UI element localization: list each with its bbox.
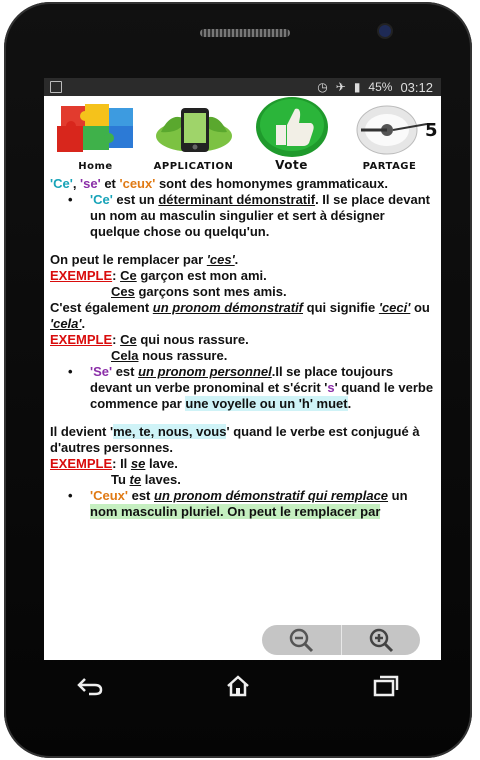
text: laves. (141, 472, 181, 487)
word-cela: Cela (111, 348, 139, 363)
bullet-ceux-text (90, 488, 435, 520)
example-3 (50, 456, 435, 472)
text: garçon est mon ami. (136, 268, 267, 283)
text: nous rassure. (138, 348, 228, 363)
top-toolbar (44, 96, 441, 172)
text: est (112, 364, 139, 379)
intro-rest: sont des homonymes grammaticaux. (155, 176, 388, 191)
word-ceci: 'ceci' (378, 300, 411, 315)
text: qui signifie (303, 300, 379, 315)
text: est (127, 488, 154, 503)
bullet-dot: • (68, 364, 73, 379)
image-notification-icon (50, 81, 62, 93)
word-ces: 'ces' (206, 252, 235, 267)
text: Tu (111, 472, 130, 487)
text: ou (410, 300, 430, 315)
word-ceux: 'ceux' (119, 176, 156, 191)
intro-paragraph (50, 176, 435, 192)
text: . (347, 396, 352, 411)
zoom-in-button[interactable] (342, 625, 421, 655)
text: .Il se place toujours devant un verbe pronominal et s'écrit ' (90, 364, 394, 395)
home-label: Home (78, 161, 113, 172)
word-ce: Ce (120, 332, 137, 347)
text: qui nous rassure. (136, 332, 249, 347)
front-camera (379, 25, 391, 37)
term-pronom-demonstratif: un pronom démonstratif (152, 300, 304, 315)
partage-button[interactable] (342, 102, 437, 172)
word-ces: Ces (111, 284, 135, 299)
text: un (388, 488, 408, 503)
text: : (112, 332, 121, 347)
phone-icon (149, 102, 239, 160)
replace-paragraph (50, 252, 435, 268)
svg-text:5: 5 (424, 120, 438, 141)
word-te: te (129, 472, 142, 487)
term-determinant: déterminant démonstratif (158, 192, 316, 207)
highlight-nom: nom masculin pluriel. On peut le remplacer par (90, 504, 381, 519)
pronom-paragraph (50, 300, 435, 332)
bullet-se-text (90, 364, 435, 412)
example-2 (50, 332, 435, 348)
partage-label: PARTAGE (362, 161, 417, 172)
puzzle-icon (51, 102, 141, 160)
thumbs-up-icon (247, 99, 337, 157)
text: . Il se place devant un nom au masculin singulier et sert à désigner quelque chose ou quelqu'un. (90, 192, 430, 239)
term-pronom-demonstratif: un pronom démonstratif qui remplace (154, 488, 389, 503)
screen (44, 78, 441, 660)
bullet-se (50, 364, 435, 412)
recents-button[interactable] (366, 666, 406, 706)
word-ce: Ce (120, 268, 137, 283)
home-nav-button[interactable] (218, 666, 258, 706)
text: . (81, 316, 86, 331)
term-pronom-personnel: un pronom personnel (138, 364, 272, 379)
vote-label: Vote (275, 158, 308, 172)
speaker-grille (200, 29, 290, 37)
alarm-icon: ◷ (317, 80, 328, 94)
text: On peut le remplacer par (50, 252, 207, 267)
vote-button[interactable] (244, 99, 339, 172)
example-1b (50, 284, 435, 300)
text: garçons sont mes amis. (134, 284, 287, 299)
application-button[interactable] (146, 102, 241, 172)
bullet-dot: • (68, 192, 73, 207)
home-button[interactable] (48, 102, 143, 172)
back-button[interactable] (70, 666, 110, 706)
devient-paragraph (50, 424, 435, 456)
text: Il devient ' (50, 424, 114, 439)
zoom-out-icon (288, 627, 314, 653)
text: C'est également (50, 300, 153, 315)
intro-et: et (100, 176, 120, 191)
text: : (112, 268, 121, 283)
share-icon (345, 102, 438, 160)
battery-level: 45% (368, 80, 393, 94)
text: ' quand le verbe est conjugué à d'autres personnes. (50, 424, 420, 455)
example-3b (50, 472, 435, 488)
highlight-pronoms: me, te, nous, vous (113, 424, 227, 439)
text: : Il (112, 456, 131, 471)
bullet-ceux (50, 488, 435, 520)
zoom-in-icon (368, 627, 394, 653)
application-label: APPLICATION (153, 161, 234, 172)
example-label: EXEMPLE (50, 268, 113, 283)
word-ceux: 'Ceux' (90, 488, 128, 503)
word-cela: 'cela' (50, 316, 82, 331)
letter-s: s (327, 380, 335, 395)
home-icon (226, 675, 250, 697)
text: est un (112, 192, 159, 207)
word-ce: 'Ce' (90, 192, 113, 207)
text: lave. (145, 456, 178, 471)
bullet-ce (50, 192, 435, 240)
bullet-ce-text (90, 192, 435, 240)
bullet-dot: • (68, 488, 73, 503)
back-icon (77, 676, 103, 696)
word-se: se (130, 456, 146, 471)
zoom-controls (262, 625, 420, 655)
recents-icon (373, 675, 399, 697)
zoom-out-button[interactable] (262, 625, 341, 655)
battery-icon: ▮ (353, 80, 361, 94)
status-bar (44, 78, 441, 96)
example-1 (50, 268, 435, 284)
text: ' quand le verbe commence par (90, 380, 434, 411)
example-2b (50, 348, 435, 364)
word-se: 'se' (80, 176, 101, 191)
example-label: EXEMPLE (50, 456, 113, 471)
highlight-voyelle: une voyelle ou un 'h' muet (185, 396, 348, 411)
clock: 03:12 (400, 79, 433, 95)
intro-sep: , (72, 176, 81, 191)
airplane-icon: ✈ (335, 80, 346, 94)
example-label: EXEMPLE (50, 332, 113, 347)
word-se: 'Se' (90, 364, 113, 379)
lesson-content (44, 172, 441, 524)
system-nav-bar (16, 664, 460, 708)
text: . (234, 252, 239, 267)
word-ce: 'Ce' (50, 176, 73, 191)
